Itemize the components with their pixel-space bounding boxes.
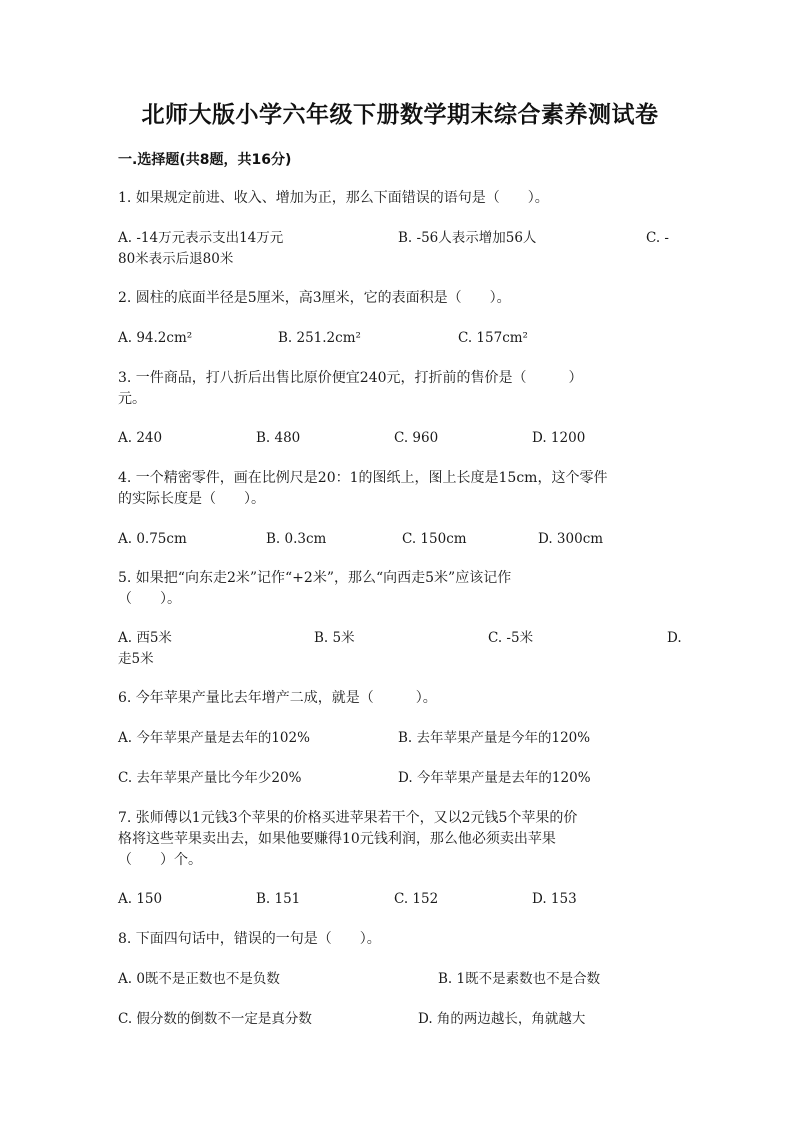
question-3-option-a: A. 240 bbox=[118, 430, 163, 446]
question-4-stem-continued: 的实际长度是（ ）。 bbox=[118, 491, 265, 507]
question-5-option-d: D. bbox=[667, 630, 682, 646]
question-5-stem: 5. 如果把“向东走2米”记作“+2米”，那么“向西走5米”应该记作 bbox=[118, 570, 512, 586]
question-4-stem: 4. 一个精密零件，画在比例尺是20：1的图纸上，图上长度是15cm，这个零件 bbox=[118, 470, 608, 486]
question-3-stem: 3. 一件商品，打八折后出售比原价便宜240元，打折前的售价是（ ） bbox=[118, 370, 583, 386]
question-7-stem-line-2: 格将这些苹果卖出去，如果他要赚得10元钱利润，那么他必须卖出苹果 bbox=[118, 831, 556, 847]
question-3-option-d: D. 1200 bbox=[532, 430, 586, 446]
question-5-option-a: A. 西5米 bbox=[118, 630, 172, 646]
question-8-stem: 8. 下面四句话中，错误的一句是（ ）。 bbox=[118, 931, 381, 947]
question-1-option-c: C. - bbox=[646, 230, 669, 246]
page-title: 北师大版小学六年级下册数学期末综合素养测试卷 bbox=[141, 102, 659, 128]
question-1-option-c-continued: 80米表示后退80米 bbox=[118, 251, 234, 267]
question-7-stem-line-3: （ ）个。 bbox=[118, 852, 202, 868]
question-8-option-d: D. 角的两边越长，角就越大 bbox=[418, 1011, 586, 1027]
question-7-option-b: B. 151 bbox=[256, 891, 301, 907]
question-5-option-c: C. -5米 bbox=[488, 630, 534, 646]
question-7-stem: 7. 张师傅以1元钱3个苹果的价格买进苹果若干个，又以2元钱5个苹果的价 bbox=[118, 810, 578, 826]
question-6-option-a: A. 今年苹果产量是去年的102% bbox=[118, 730, 310, 746]
question-2-option-a: A. 94.2cm² bbox=[118, 330, 193, 346]
question-8-option-a: A. 0既不是正数也不是负数 bbox=[118, 971, 280, 987]
section-heading: 一.选择题(共8题，共16分) bbox=[118, 152, 292, 168]
question-3-option-b: B. 480 bbox=[256, 430, 301, 446]
question-7-option-a: A. 150 bbox=[118, 891, 163, 907]
question-4-option-c: C. 150cm bbox=[402, 531, 467, 547]
question-3-option-c: C. 960 bbox=[394, 430, 439, 446]
question-6-stem: 6. 今年苹果产量比去年增产二成，就是（ ）。 bbox=[118, 690, 437, 706]
question-5-option-b: B. 5米 bbox=[314, 630, 355, 646]
question-6-option-d: D. 今年苹果产量是去年的120% bbox=[398, 770, 591, 786]
question-2-option-b: B. 251.2cm² bbox=[278, 330, 361, 346]
question-5-option-d-continued: 走5米 bbox=[118, 651, 154, 667]
question-3-stem-continued: 元。 bbox=[118, 391, 146, 407]
question-6-option-c: C. 去年苹果产量比今年少20% bbox=[118, 770, 302, 786]
question-2-stem: 2. 圆柱的底面半径是5厘米，高3厘米，它的表面积是（ ）。 bbox=[118, 290, 511, 306]
question-7-option-d: D. 153 bbox=[532, 891, 577, 907]
question-4-option-b: B. 0.3cm bbox=[266, 531, 327, 547]
question-4-option-a: A. 0.75cm bbox=[118, 531, 187, 547]
question-6-option-b: B. 去年苹果产量是今年的120% bbox=[398, 730, 591, 746]
question-4-option-d: D. 300cm bbox=[538, 531, 604, 547]
question-1-stem: 1. 如果规定前进、收入、增加为正，那么下面错误的语句是（ ）。 bbox=[118, 190, 549, 206]
question-1-option-a: A. -14万元表示支出14万元 bbox=[118, 230, 284, 246]
question-2-option-c: C. 157cm² bbox=[458, 330, 528, 346]
question-8-option-b: B. 1既不是素数也不是合数 bbox=[438, 971, 601, 987]
question-8-option-c: C. 假分数的倒数不一定是真分数 bbox=[118, 1011, 312, 1027]
question-1-option-b: B. -56人表示增加56人 bbox=[398, 230, 537, 246]
question-5-stem-continued: （ ）。 bbox=[118, 591, 181, 607]
question-7-option-c: C. 152 bbox=[394, 891, 439, 907]
